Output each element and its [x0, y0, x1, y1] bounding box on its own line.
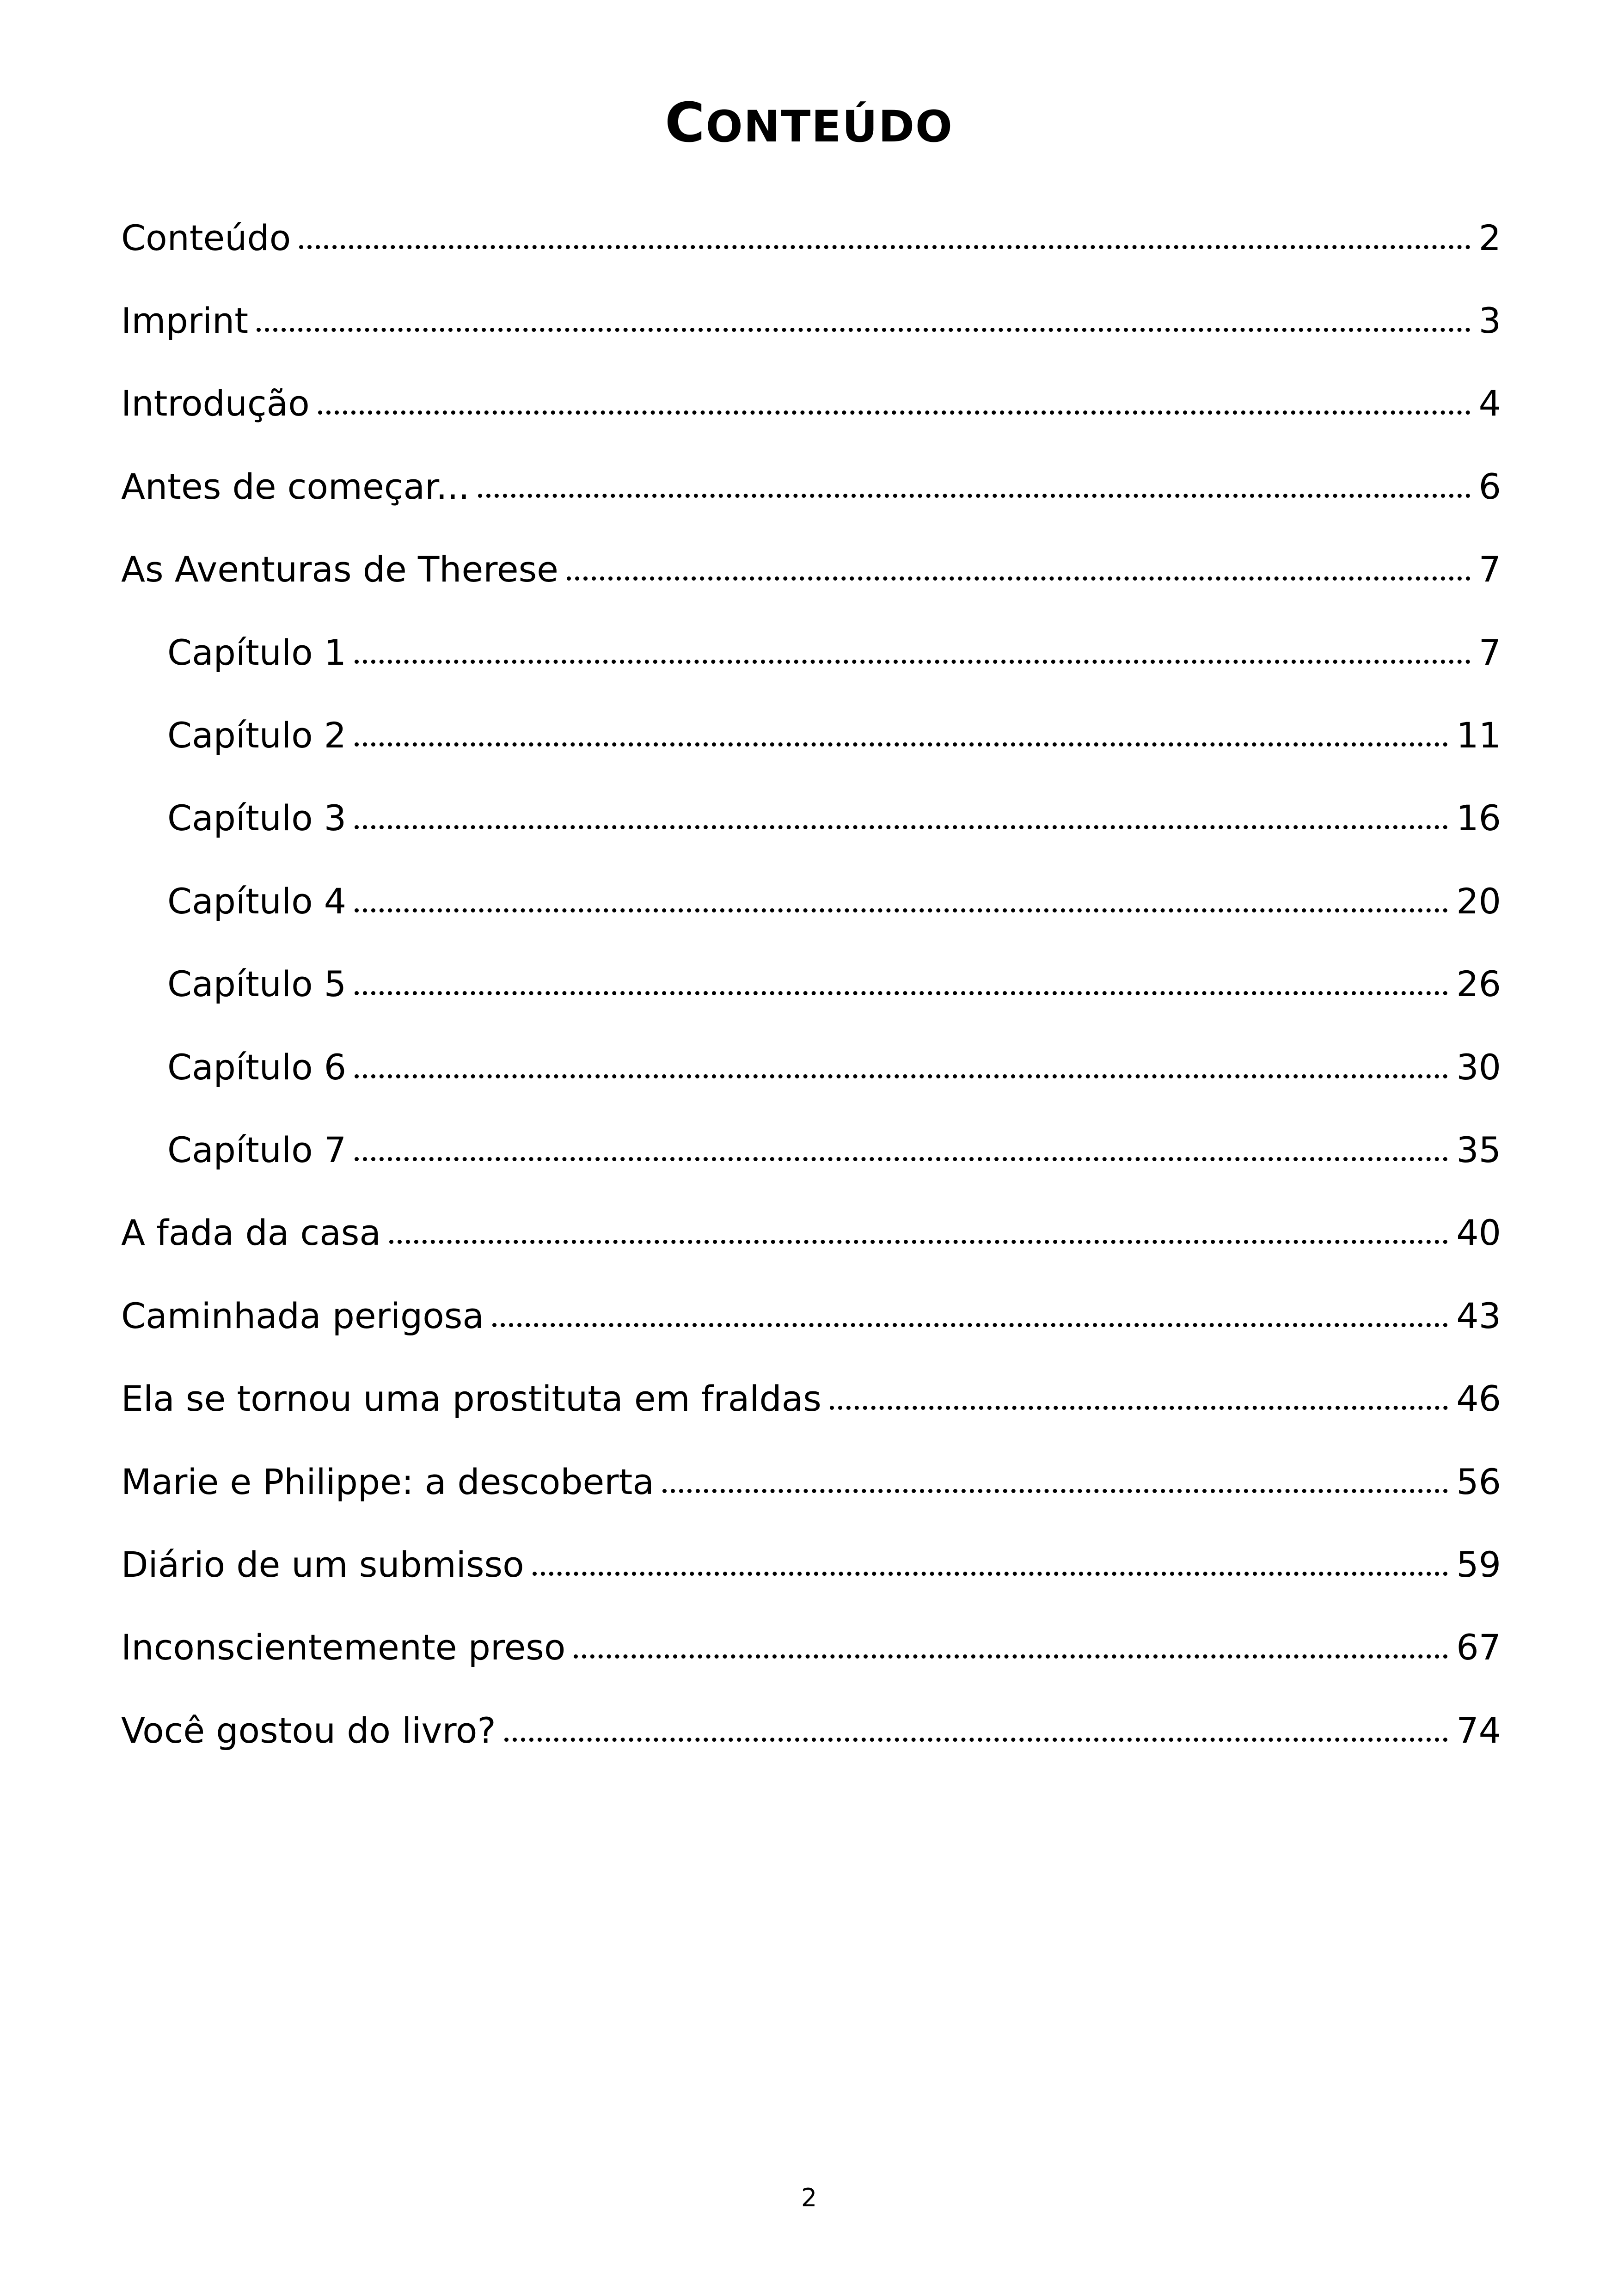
toc-entry-page: 26 — [1456, 963, 1501, 1005]
toc-entry-label: Você gostou do livro? — [121, 1708, 504, 1754]
toc-entry-page: 74 — [1456, 1709, 1501, 1751]
toc-entry-page: 43 — [1456, 1295, 1501, 1336]
page-title-initial: C — [665, 91, 706, 154]
toc-entry-label: Capítulo 4 — [167, 878, 355, 925]
toc-entry[interactable] — [121, 1357, 1501, 1440]
toc-entry-page: 4 — [1478, 383, 1501, 424]
toc-dot-leader — [567, 546, 1471, 593]
toc-dot-leader — [830, 1376, 1448, 1422]
toc-subentry[interactable] — [121, 1026, 1501, 1108]
toc-dot-leader — [299, 215, 1470, 261]
toc-entry-label: Introdução — [121, 380, 318, 427]
toc-entry[interactable] — [121, 1689, 1501, 1772]
toc-subentry[interactable] — [121, 611, 1501, 694]
toc-entry[interactable] — [121, 196, 1501, 279]
toc-entry-label: Capítulo 7 — [167, 1127, 355, 1173]
toc-dot-leader — [574, 1624, 1448, 1671]
toc-entry-label: Capítulo 5 — [167, 961, 355, 1007]
toc-entry-label: Antes de começar... — [121, 464, 478, 510]
toc-entry-label: Marie e Philippe: a descoberta — [121, 1459, 662, 1505]
toc-entry-page: 40 — [1456, 1212, 1501, 1254]
toc-dot-leader — [355, 961, 1448, 1007]
toc-entry-label: Imprint — [121, 298, 257, 344]
toc-entry-page: 56 — [1456, 1461, 1501, 1502]
toc-dot-leader — [355, 1044, 1448, 1090]
toc-subentry[interactable] — [121, 1108, 1501, 1191]
toc-dot-leader — [355, 878, 1448, 925]
toc-dot-leader — [533, 1542, 1448, 1588]
toc-subentry[interactable] — [121, 943, 1501, 1026]
toc-entry-page: 30 — [1456, 1046, 1501, 1088]
toc-subentry[interactable] — [121, 860, 1501, 943]
toc-entry-label: Capítulo 2 — [167, 712, 355, 759]
toc-entry[interactable] — [121, 445, 1501, 528]
toc-entry-page: 7 — [1478, 549, 1501, 590]
toc-entry[interactable] — [121, 279, 1501, 362]
toc-entry[interactable] — [121, 1192, 1501, 1274]
toc-entry-page: 6 — [1478, 465, 1501, 507]
toc-dot-leader — [257, 298, 1471, 344]
toc-entry[interactable] — [121, 1274, 1501, 1357]
toc-entry-page: 59 — [1456, 1543, 1501, 1585]
toc-dot-leader — [492, 1293, 1448, 1339]
toc-subentry[interactable] — [121, 777, 1501, 860]
toc-entry-page: 2 — [1478, 217, 1501, 258]
toc-entry-page: 67 — [1456, 1627, 1501, 1668]
toc-dot-leader — [318, 380, 1471, 427]
toc-subentry[interactable] — [121, 694, 1501, 777]
toc-dot-leader — [355, 712, 1448, 759]
toc-entry-label: Inconscientemente preso — [121, 1624, 574, 1671]
toc-entry-label: Capítulo 3 — [167, 795, 355, 841]
toc-entry[interactable] — [121, 362, 1501, 445]
toc-entry[interactable] — [121, 1606, 1501, 1689]
page-title-rest: ONTEÚDO — [705, 102, 953, 152]
toc-dot-leader — [355, 1127, 1448, 1173]
toc-entry-page: 46 — [1456, 1378, 1501, 1420]
toc-entry[interactable] — [121, 1523, 1501, 1606]
toc-entry[interactable] — [121, 1440, 1501, 1523]
toc-entry[interactable] — [121, 528, 1501, 611]
toc-entry-page: 35 — [1456, 1129, 1501, 1170]
toc-entry-label: Caminhada perigosa — [121, 1293, 492, 1339]
toc-entry-label: Ela se tornou uma prostituta em fraldas — [121, 1376, 830, 1422]
toc-dot-leader — [355, 630, 1471, 676]
toc-entry-page: 16 — [1456, 797, 1501, 839]
toc-dot-leader — [504, 1708, 1448, 1754]
toc-entry-page: 11 — [1456, 715, 1501, 756]
toc-dot-leader — [478, 464, 1471, 510]
toc-entry-label: Capítulo 1 — [167, 630, 355, 676]
table-of-contents — [121, 196, 1501, 1772]
toc-entry-page: 3 — [1478, 300, 1501, 342]
toc-entry-label: As Aventuras de Therese — [121, 546, 567, 593]
page-title — [0, 88, 1618, 162]
toc-dot-leader — [355, 795, 1448, 841]
toc-entry-page: 7 — [1478, 631, 1501, 673]
toc-dot-leader — [662, 1459, 1448, 1505]
toc-entry-label: Diário de um submisso — [121, 1542, 533, 1588]
page-number: 2 — [801, 2183, 817, 2212]
toc-dot-leader — [389, 1210, 1448, 1256]
toc-entry-page: 20 — [1456, 880, 1501, 922]
toc-entry-label: Capítulo 6 — [167, 1044, 355, 1090]
toc-entry-label: A fada da casa — [121, 1210, 389, 1256]
toc-entry-label: Conteúdo — [121, 215, 299, 261]
